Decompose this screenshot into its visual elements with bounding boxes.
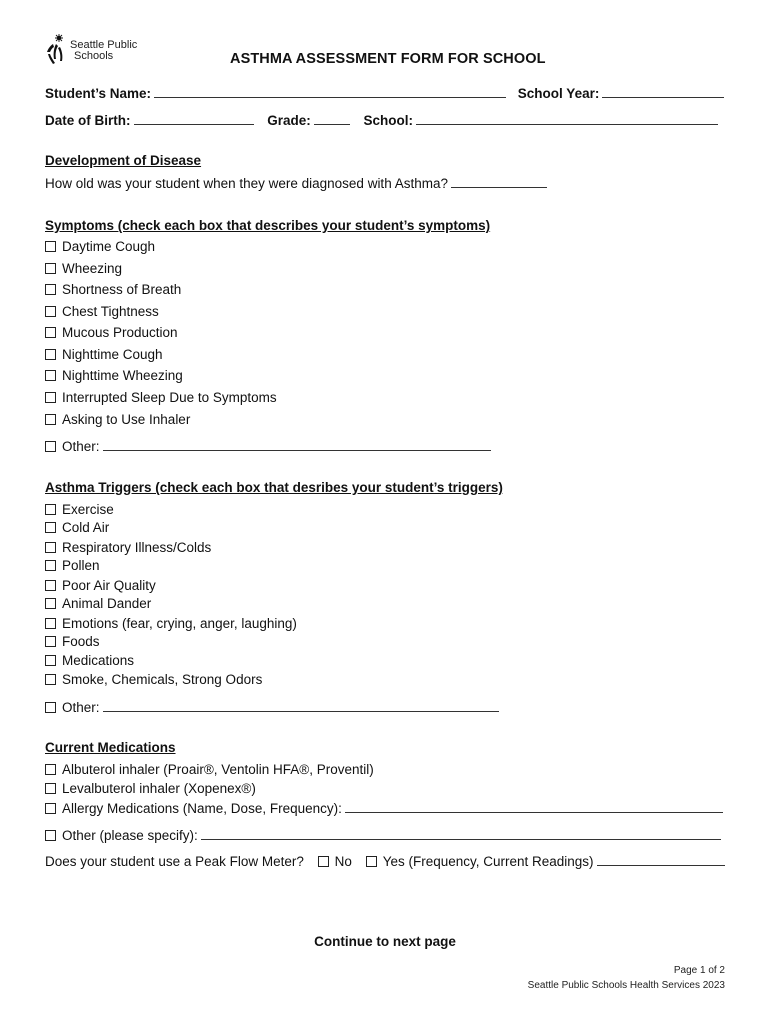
- checkbox-icon[interactable]: [45, 598, 56, 609]
- medications-heading: Current Medications: [45, 740, 176, 755]
- trigger-label: Smoke, Chemicals, Strong Odors: [62, 672, 263, 687]
- diagnosis-age-question: How old was your student when they were diagnosed with Asthma?: [45, 176, 448, 191]
- peak-flow-readings-field[interactable]: [597, 853, 725, 866]
- symptom-label: Shortness of Breath: [62, 282, 182, 297]
- levalbuterol-checkbox[interactable]: [45, 781, 256, 796]
- allergy-medications-field[interactable]: [345, 800, 723, 813]
- symptom-other-label: Other:: [62, 439, 100, 454]
- symptom-checkbox[interactable]: [45, 325, 178, 340]
- symptom-checkbox[interactable]: [45, 282, 181, 297]
- trigger-label: Exercise: [62, 502, 114, 517]
- checkbox-icon[interactable]: [318, 856, 329, 867]
- checkbox-icon[interactable]: [45, 370, 56, 381]
- trigger-checkbox[interactable]: [45, 578, 156, 593]
- symptom-label: Asking to Use Inhaler: [62, 412, 191, 427]
- checkbox-icon[interactable]: [45, 783, 56, 794]
- school-year-field[interactable]: [602, 85, 724, 98]
- symptom-label: Nighttime Wheezing: [62, 368, 183, 383]
- trigger-checkbox[interactable]: [45, 502, 114, 517]
- checkbox-icon[interactable]: [45, 636, 56, 647]
- symptom-checkbox[interactable]: [45, 239, 155, 254]
- continue-notice: Continue to next page: [314, 934, 456, 949]
- trigger-checkbox[interactable]: [45, 672, 262, 687]
- school-field[interactable]: [416, 112, 718, 125]
- school-year-label: School Year:: [517, 86, 600, 101]
- trigger-label: Medications: [62, 653, 135, 668]
- trigger-checkbox[interactable]: [45, 558, 100, 573]
- trigger-checkbox[interactable]: [45, 520, 109, 535]
- trigger-checkbox[interactable]: [45, 540, 211, 555]
- other-medications-label: Other (please specify):: [62, 828, 198, 843]
- symptoms-heading: Symptoms (check each box that describes your student’s symptoms): [45, 218, 491, 233]
- trigger-other-checkbox[interactable]: [45, 699, 499, 715]
- checkbox-icon[interactable]: [45, 441, 56, 452]
- page-number: Page 1 of 2: [673, 965, 725, 976]
- peak-flow-row: [45, 853, 725, 869]
- trigger-label: Emotions (fear, crying, anger, laughing): [62, 616, 297, 631]
- trigger-other-label: Other:: [62, 700, 100, 715]
- dob-row: [45, 112, 718, 128]
- diagnosis-age-field[interactable]: [451, 175, 547, 188]
- trigger-label: Respiratory Illness/Colds: [62, 540, 212, 555]
- dob-field[interactable]: [134, 112, 254, 125]
- symptom-checkbox[interactable]: [45, 304, 159, 319]
- trigger-checkbox[interactable]: [45, 634, 100, 649]
- student-name-row: [45, 85, 724, 101]
- checkbox-icon[interactable]: [45, 414, 56, 425]
- symptom-label: Wheezing: [62, 261, 123, 276]
- symptom-other-checkbox[interactable]: [45, 438, 491, 454]
- peak-flow-no-option[interactable]: [318, 854, 352, 869]
- symptom-checkbox[interactable]: [45, 390, 277, 405]
- checkbox-icon[interactable]: [45, 263, 56, 274]
- triggers-heading: Asthma Triggers (check each box that desribes your student’s triggers): [45, 480, 503, 495]
- symptom-checkbox[interactable]: [45, 412, 190, 427]
- student-name-label: Student’s Name:: [45, 86, 152, 101]
- checkbox-icon[interactable]: [366, 856, 377, 867]
- albuterol-label: Albuterol inhaler (Proair®, Ventolin HFA®, Proventil): [62, 762, 374, 777]
- symptom-checkbox[interactable]: [45, 368, 183, 383]
- trigger-label: Cold Air: [62, 520, 110, 535]
- logo-text-line1: Seattle Public: [70, 39, 138, 51]
- albuterol-checkbox[interactable]: [45, 762, 374, 777]
- symptom-checkbox[interactable]: [45, 261, 122, 276]
- development-heading: Development of Disease: [45, 153, 202, 168]
- dob-label: Date of Birth:: [45, 113, 131, 128]
- other-medications-checkbox[interactable]: [45, 827, 721, 843]
- symptom-label: Interrupted Sleep Due to Symptoms: [62, 390, 277, 405]
- checkbox-icon[interactable]: [45, 284, 56, 295]
- checkbox-icon[interactable]: [45, 522, 56, 533]
- footer-organization: Seattle Public Schools Health Services 2023: [527, 980, 725, 991]
- diagnosis-age-row: [45, 175, 547, 191]
- checkbox-icon[interactable]: [45, 306, 56, 317]
- checkbox-icon[interactable]: [45, 764, 56, 775]
- school-logo: [44, 34, 137, 68]
- checkbox-icon[interactable]: [45, 241, 56, 252]
- symptom-other-field[interactable]: [103, 438, 491, 451]
- peak-flow-question: Does your student use a Peak Flow Meter?: [45, 854, 304, 869]
- grade-field[interactable]: [314, 112, 350, 125]
- checkbox-icon[interactable]: [45, 349, 56, 360]
- form-title: ASTHMA ASSESSMENT FORM FOR SCHOOL: [230, 51, 546, 67]
- trigger-checkbox[interactable]: [45, 596, 151, 611]
- checkbox-icon[interactable]: [45, 560, 56, 571]
- trigger-label: Pollen: [62, 558, 100, 573]
- symptom-checkbox[interactable]: [45, 347, 163, 362]
- checkbox-icon[interactable]: [45, 542, 56, 553]
- seattle-public-schools-logo-icon: [44, 34, 68, 68]
- allergy-medications-checkbox[interactable]: [45, 800, 723, 816]
- checkbox-icon[interactable]: [45, 327, 56, 338]
- checkbox-icon[interactable]: [45, 803, 56, 814]
- checkbox-icon[interactable]: [45, 655, 56, 666]
- peak-flow-yes-label: Yes (Frequency, Current Readings): [382, 854, 594, 869]
- levalbuterol-label: Levalbuterol inhaler (Xopenex®): [62, 781, 256, 796]
- checkbox-icon[interactable]: [45, 702, 56, 713]
- symptom-label: Mucous Production: [62, 325, 178, 340]
- trigger-label: Foods: [62, 634, 100, 649]
- student-name-field[interactable]: [154, 85, 506, 98]
- allergy-medications-label: Allergy Medications (Name, Dose, Frequency):: [62, 801, 342, 816]
- checkbox-icon[interactable]: [45, 392, 56, 403]
- peak-flow-yes-option[interactable]: [366, 854, 594, 869]
- other-medications-field[interactable]: [201, 827, 721, 840]
- trigger-checkbox[interactable]: [45, 616, 297, 631]
- symptom-label: Nighttime Cough: [62, 347, 163, 362]
- school-label: School:: [363, 113, 414, 128]
- symptom-label: Daytime Cough: [62, 239, 156, 254]
- checkbox-icon[interactable]: [45, 580, 56, 591]
- checkbox-icon[interactable]: [45, 830, 56, 841]
- grade-label: Grade:: [267, 113, 311, 128]
- checkbox-icon[interactable]: [45, 504, 56, 515]
- checkbox-icon[interactable]: [45, 674, 56, 685]
- logo-text-line2: Schools: [74, 50, 114, 62]
- checkbox-icon[interactable]: [45, 618, 56, 629]
- trigger-other-field[interactable]: [103, 699, 499, 712]
- symptom-label: Chest Tightness: [62, 304, 159, 319]
- peak-flow-no-label: No: [334, 854, 352, 869]
- trigger-checkbox[interactable]: [45, 653, 134, 668]
- trigger-label: Poor Air Quality: [62, 578, 156, 593]
- trigger-label: Animal Dander: [62, 596, 152, 611]
